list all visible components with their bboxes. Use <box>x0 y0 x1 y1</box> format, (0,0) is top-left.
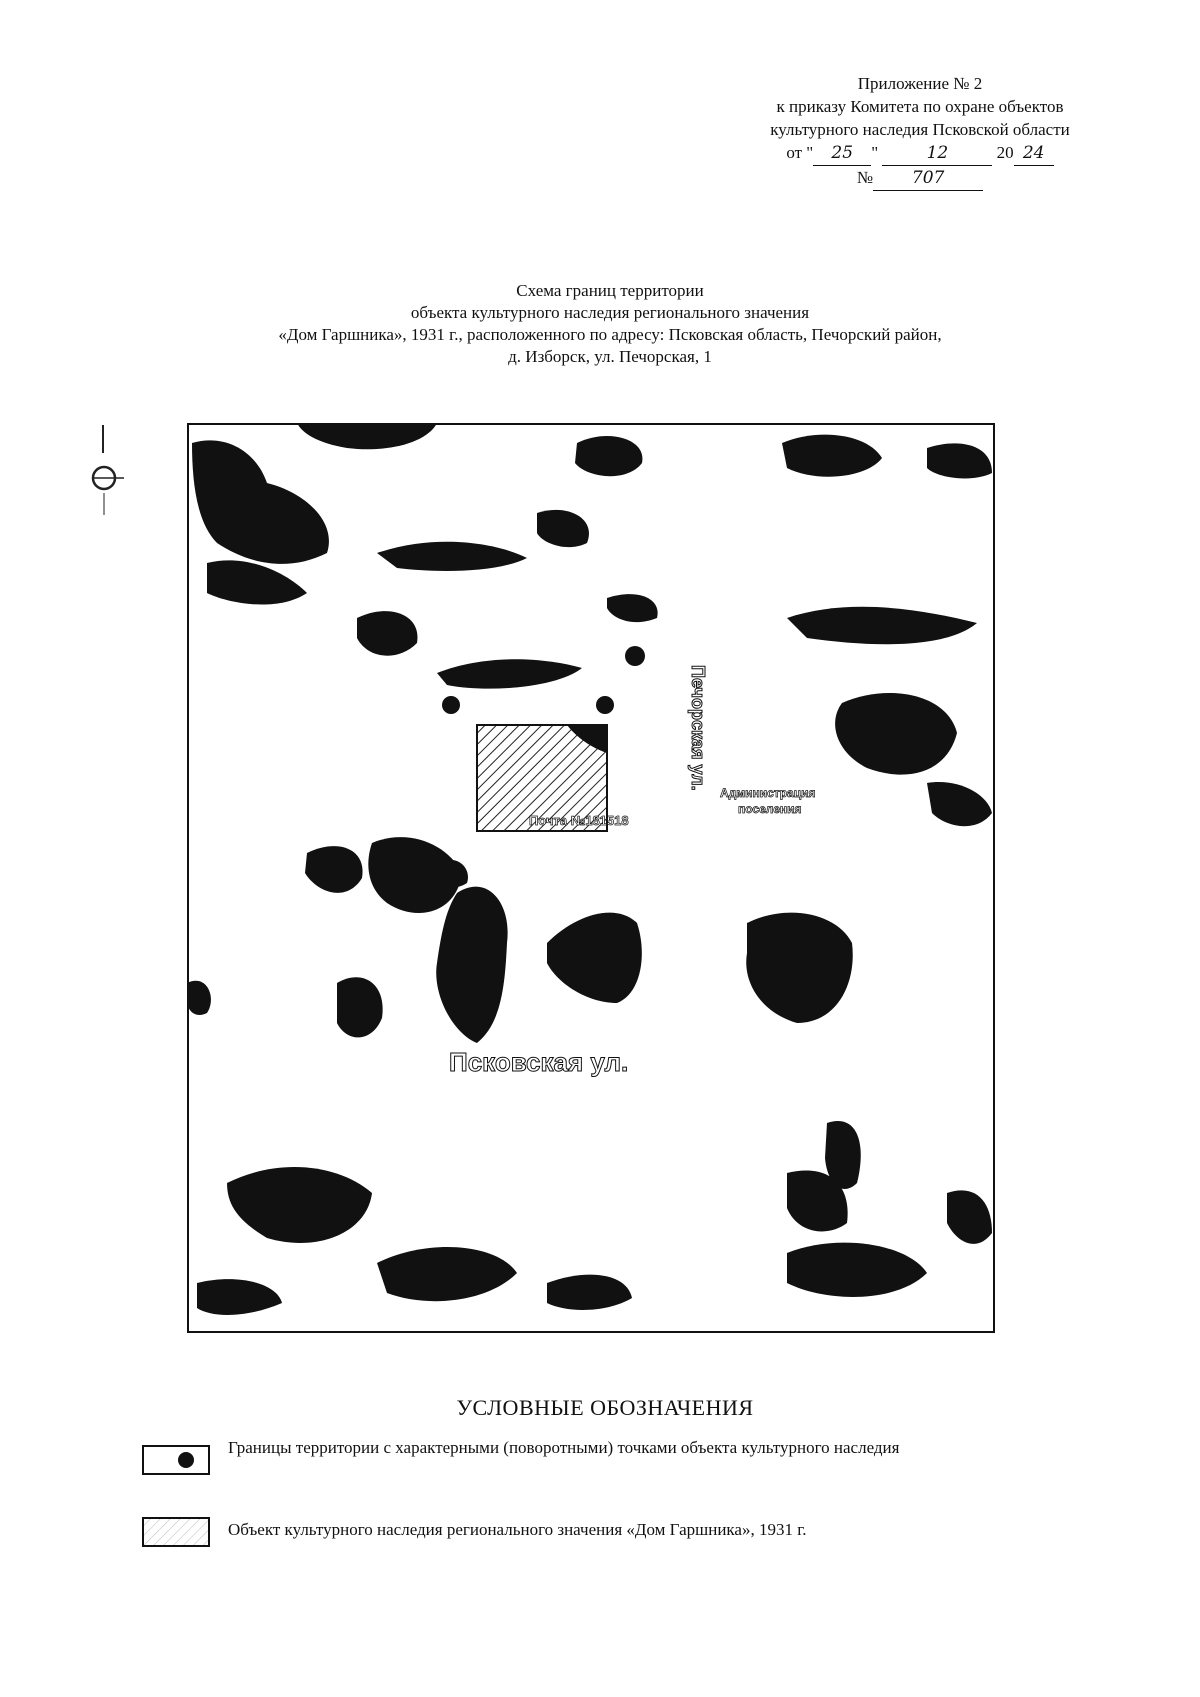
date-year: 24 <box>1014 142 1054 166</box>
legend-item-object <box>142 1511 1142 1559</box>
street-label-pechorskaya: Печорская ул. <box>688 665 708 791</box>
margin-mark-icon <box>88 425 128 520</box>
hatched-area-legend-icon <box>142 1517 210 1547</box>
appendix-number: Приложение № 2 <box>857 74 983 93</box>
legend-heading: УСЛОВНЫЕ ОБОЗНАЧЕНИЯ <box>456 1395 754 1420</box>
post-office-label: Почта №181518 <box>529 813 629 828</box>
scheme-title <box>180 280 1040 368</box>
legend-text-object: Объект культурного наследия регионального значения «Дом Гаршника», 1931 г. <box>228 1520 807 1539</box>
boundary-point-1 <box>442 696 460 714</box>
admin-label-2: поселения <box>738 802 802 816</box>
date-day: 25 <box>813 142 871 166</box>
appendix-header <box>700 72 1140 191</box>
boundary-point-2 <box>596 696 614 714</box>
street-label-pskovskaya: Псковская ул. <box>449 1047 629 1077</box>
order-reference: к приказу Комитета по охране объектов <box>776 97 1064 116</box>
boundary-point-legend-icon <box>142 1445 210 1475</box>
title-line-3: «Дом Гаршника», 1931 г., расположенного по адресу: Псковская область, Печорский район, <box>278 325 942 344</box>
title-line-4: д. Изборск, ул. Печорская, 1 <box>508 347 712 366</box>
order-date: от " 25 " 12 20 24 <box>700 141 1140 166</box>
order-number-value: 707 <box>873 167 983 191</box>
order-reference-2: культурного наследия Псковской области <box>770 120 1070 139</box>
site-map <box>187 423 995 1333</box>
title-line-1: Схема границ территории <box>516 281 704 300</box>
date-month: 12 <box>882 142 992 166</box>
legend-item-boundary <box>142 1439 1142 1487</box>
order-number: № 707 <box>700 166 1140 191</box>
legend-text-boundary: Границы территории с характерными (поворотными) точками объекта культурного наследия <box>228 1438 900 1457</box>
title-line-2: объекта культурного наследия регионального значения <box>410 303 810 322</box>
admin-label-1: Администрация <box>720 786 816 800</box>
